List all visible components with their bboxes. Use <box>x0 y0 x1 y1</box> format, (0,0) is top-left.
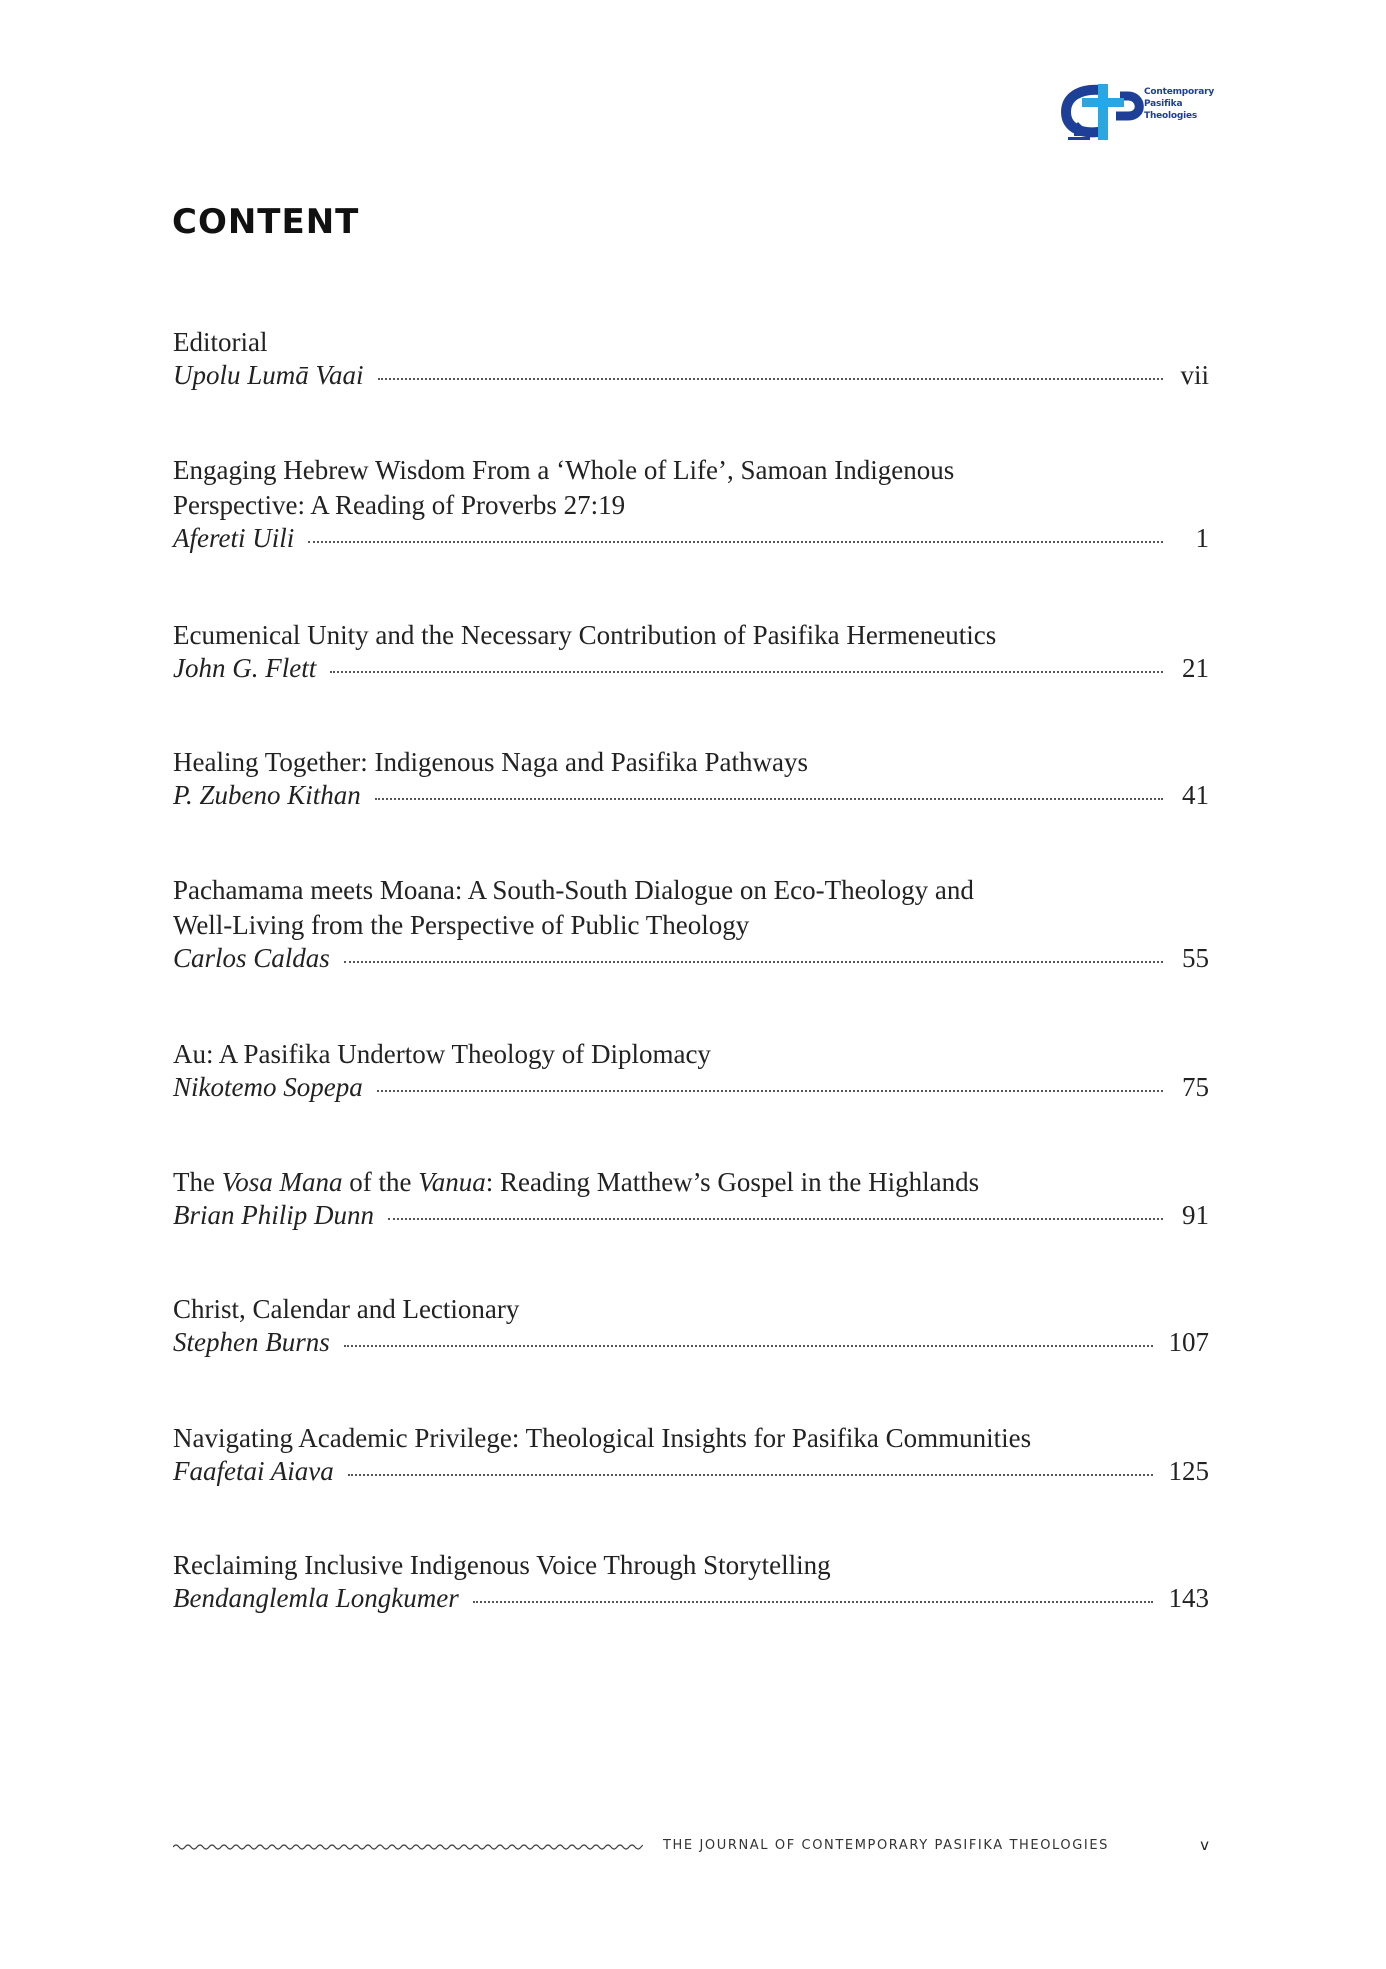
entry-author: Stephen Burns <box>173 1327 330 1357</box>
entry-title: Au: A Pasifika Undertow Theology of Diplomacy <box>173 1039 711 1069</box>
entry-title: Navigating Academic Privilege: Theological Insights for Pasifika Communities <box>173 1423 1032 1453</box>
entry-page-number: vii <box>1180 360 1209 390</box>
dot-leader <box>330 670 1163 673</box>
entry-title: The Vosa Mana of the Vanua: Reading Matthew’s Gospel in the Highlands <box>173 1167 980 1197</box>
dot-leader <box>377 1089 1163 1092</box>
dot-leader <box>348 1473 1153 1476</box>
entry-page-number: 41 <box>1182 780 1209 810</box>
wave-divider-icon <box>173 1842 643 1852</box>
toc-entry[interactable] <box>173 745 1209 822</box>
entry-page-number: 55 <box>1182 943 1209 973</box>
toc-entry[interactable] <box>173 325 1209 402</box>
entry-author: Upolu Lumā Vaai <box>173 360 364 390</box>
dot-leader <box>344 1344 1153 1347</box>
entry-author: Faafetai Aiava <box>173 1456 334 1486</box>
journal-name: THE JOURNAL OF CONTEMPORARY PASIFIKA THEOLOGIES <box>663 1838 1110 1853</box>
dot-leader <box>473 1600 1153 1603</box>
entry-author: Bendanglemla Longkumer <box>173 1583 459 1613</box>
entry-author: Nikotemo Sopepa <box>173 1072 363 1102</box>
toc-entry[interactable] <box>173 1037 1209 1114</box>
entry-author: Carlos Caldas <box>173 943 330 973</box>
dot-leader <box>388 1217 1163 1220</box>
entry-title: Christ, Calendar and Lectionary <box>173 1294 520 1324</box>
dot-leader <box>308 540 1163 543</box>
dot-leader <box>375 797 1163 800</box>
toc-entry[interactable] <box>173 1165 1209 1242</box>
entry-title: Ecumenical Unity and the Necessary Contribution of Pasifika Hermeneutics <box>173 620 997 650</box>
toc-entry[interactable] <box>173 1292 1209 1369</box>
page-number: v <box>1200 1836 1209 1854</box>
page-footer <box>173 1838 1209 1862</box>
dot-leader <box>344 960 1163 963</box>
entry-page-number: 75 <box>1182 1072 1209 1102</box>
toc-entry[interactable] <box>173 1421 1209 1498</box>
entry-author: John G. Flett <box>173 653 317 683</box>
entry-page-number: 21 <box>1182 653 1209 683</box>
entry-author: P. Zubeno Kithan <box>173 780 361 810</box>
entry-page-number: 107 <box>1168 1327 1209 1357</box>
entry-author: Brian Philip Dunn <box>173 1200 374 1230</box>
entry-title: Editorial <box>173 327 268 357</box>
toc-entry[interactable] <box>173 873 1209 985</box>
entry-title: Engaging Hebrew Wisdom From a ‘Whole of Life’, Samoan Indigenous Perspective: A Reading of Proverbs 27:19 <box>173 455 955 520</box>
entry-author: Afereti Uili <box>173 523 295 553</box>
toc-entry[interactable] <box>173 453 1209 565</box>
logo-text: Contemporary Pasifika Theologies <box>1144 87 1215 121</box>
entry-page-number: 143 <box>1168 1583 1209 1613</box>
entry-page-number: 125 <box>1168 1456 1209 1486</box>
dot-leader <box>378 377 1163 380</box>
entry-title: Healing Together: Indigenous Naga and Pasifika Pathways <box>173 747 808 777</box>
toc-entry[interactable] <box>173 618 1209 695</box>
entry-title: Reclaiming Inclusive Indigenous Voice Through Storytelling <box>173 1550 831 1580</box>
entry-page-number: 91 <box>1182 1200 1209 1230</box>
entry-page-number: 1 <box>1195 523 1209 553</box>
entry-title: Pachamama meets Moana: A South-South Dialogue on Eco-Theology and Well-Living from the Perspective of Public Theology <box>173 875 974 940</box>
page-title: CONTENT <box>172 202 360 242</box>
toc-entry[interactable] <box>173 1548 1209 1625</box>
